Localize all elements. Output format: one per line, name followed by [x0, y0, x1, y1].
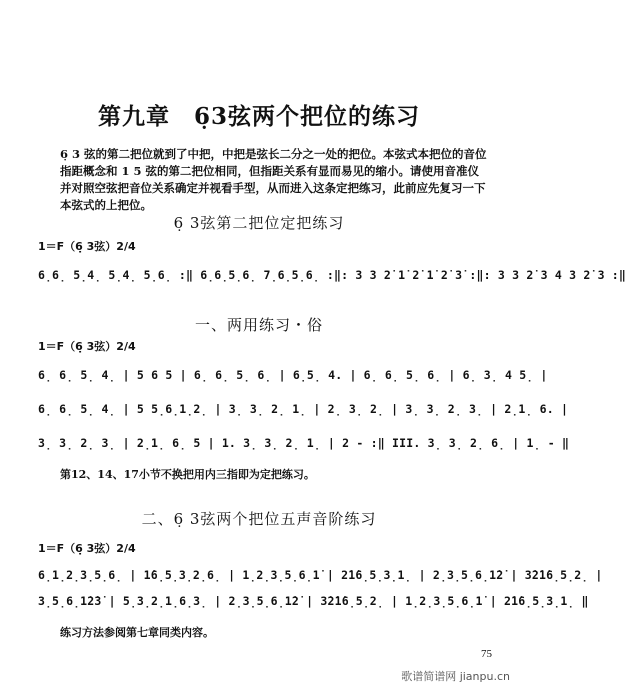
section-2-key: 1＝F（6̣ 3弦）2/4: [38, 340, 136, 353]
section-1-staff-line-1: 6̣6̣ 5̣4̣ 5̣4̣ 5̣6̣ :‖ 6̣6̣5̣6̣ 7̣6̣5̣6̣ :‖: 3 3 2̇ 1̇ 2̇ 1̇ 2̇ 3̇ :‖: 3 3 2̇ 3 4 3 2̇ 3 :‖: [38, 268, 626, 282]
watermark: 歌谱简谱网 jianpu.cn: [401, 670, 510, 683]
section-3-heading: 二、6̣ 3弦两个把位五声音阶练习: [141, 510, 377, 528]
section-1-heading: 6̣ 3弦第二把位定把练习: [173, 214, 345, 232]
page-number: 75: [481, 648, 492, 660]
section-2-staff-line-3: 3̣ 3̣ 2̣ 3̣ | 2̣1̣ 6̣ 5 | 1. 3̣ 3̣ 2̣ 1̣ | 2 - :‖ III. 3̣ 3̣ 2̣ 6̣ | 1̣ - ‖: [38, 436, 570, 450]
section-3-key: 1＝F（6̣ 3弦）2/4: [38, 542, 136, 555]
section-2-staff-line-2: 6̣ 6̣ 5̣ 4̣ | 5 5̣6̣1̣2̣ | 3̣ 3̣ 2̣ 1̣ | 2̣ 3̣ 2̣ | 3̣ 3̣ 2̣ 3̣ | 2̣1̣ 6. |: [38, 402, 569, 416]
section-2-heading: 一、两用练习・俗: [194, 316, 323, 334]
section-3-staff-line-1: 6̣1̣2̣3̣5̣6̣ | 1̇6̣5̣3̣2̣6̣ | 1̣2̣3̣5̣6̣1̇ | 2̇1̇6̣5̣3̣1̣ | 2̣3̣5̣6̣1̇2̇ | 3̇2̇1̇6̣5̣2̣ |: [38, 568, 603, 582]
section-2-staff-line-1: 6̣ 6̣ 5̣ 4̣ | 5 6 5 | 6̣ 6̣ 5̣ 6̣ | 6̣5̣ 4. | 6̣ 6̣ 5̣ 6̣ | 6̣ 3̣ 4 5̣ |: [38, 368, 548, 382]
section-2-note: 第12、14、17小节不换把用内三指即为定把练习。: [60, 468, 315, 481]
section-1-key: 1＝F（6̣ 3弦）2/4: [38, 240, 136, 253]
section-3-note: 练习方法参阅第七章同类内容。: [60, 626, 214, 639]
section-3-staff-line-2: 3̣5̣6̣1̇2̇3̇ | 5̣3̣2̣1̣6̣3̣ | 2̣3̣5̣6̣1̇2̇ | 3̇2̇1̇6̣5̣2̣ | 1̣2̣3̣5̣6̣1̇ | 2̇1̇6̣5̣3̣1̣ ‖: [38, 594, 589, 608]
chapter-title: 第九章 6̣3弦两个把位的练习: [97, 103, 420, 130]
intro-paragraph: 6̣ 3 弦的第二把位就到了中把，中把是弦长二分之一处的把位。本弦式本把位的音位指距概念和 1 5 弦的第二把位相同，但指距关系有显而易见的缩小。请使用音准仪并对照空弦把音位关系确定并视看手型，从而进入这条定把练习，此前应先复习一下本弦式的上把位。: [60, 147, 487, 212]
